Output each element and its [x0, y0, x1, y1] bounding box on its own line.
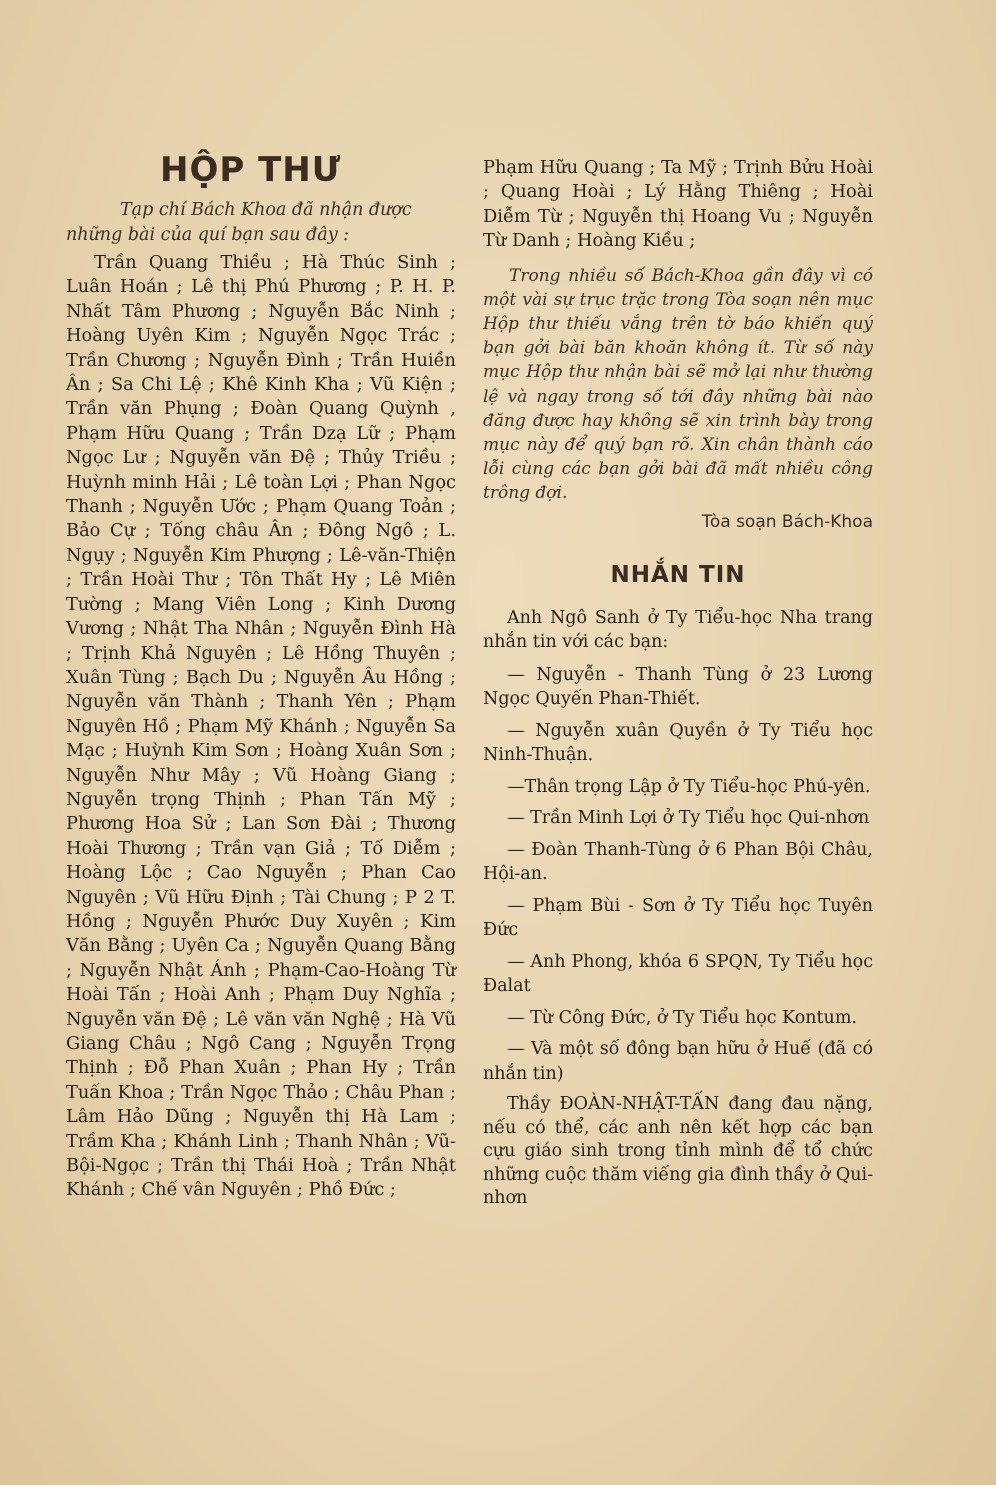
message-item: — Đoàn Thanh-Tùng ở 6 Phan Bội Châu, Hội-an. — [483, 839, 873, 885]
nhan-tin-title: NHẮN TIN — [610, 561, 746, 588]
contributor-names-continued: Phạm Hữu Quang ; Ta Mỹ ; Trịnh Bửu Hoài ; Quang Hoài ; Lý Hằng Thiêng ; Hoài Diễm Từ ; Nguyễn thị Hoang Vu ; Nguyễn Từ Danh ; Hoàng Kiều ; — [483, 157, 873, 252]
message-item: — Từ Công Đức, ở Ty Tiểu học Kontum. — [507, 1007, 857, 1028]
editorial-signature: Tòa soạn Bách-Khoa — [701, 511, 873, 532]
left-column — [66, 150, 456, 1203]
message-item: — Nguyễn xuân Quyền ở Ty Tiểu học Ninh-Thuận. — [483, 720, 873, 766]
editorial-notice: Trong nhiều số Bách-Khoa gần đây vì có một vài sự trục trặc trong Tòa soạn nên mục Hộp thư thiếu vắng trên tờ báo khiến quý bạn gởi bài băn khoăn không ít. Từ số này mục Hộp thư nhận bài sẽ mở lại như thường lệ và ngay trong số tới đây những bài nào đăng được hay không sẽ xin trình bày trong mục này để quý bạn rõ. Xin chân thành cáo lỗi cùng các bạn gởi bài đã mất nhiều công trông đợi. — [483, 265, 873, 504]
message-item: — Và một số đông bạn hữu ở Huế (đã có nhắn tin) — [483, 1039, 873, 1084]
nhan-tin-intro: Anh Ngô Sanh ở Ty Tiểu-học Nha trang nhắn tin với các bạn: — [483, 607, 873, 653]
hop-thu-title: HỘP THƯ — [160, 150, 342, 190]
hop-thu-intro: Tạp chí Bách Khoa đã nhận được những bài của quí bạn sau đây : — [66, 200, 412, 245]
right-column — [483, 156, 873, 1211]
message-item: — Trần Minh Lợi ở Ty Tiểu học Qui-nhơn — [507, 808, 870, 829]
message-item: — Nguyễn - Thanh Tùng ở 23 Lương Ngọc Quyến Phan-Thiết. — [483, 664, 873, 710]
nhan-tin-final-notice: Thầy ĐOÀN-NHẬT-TẤN đang đau nặng, nếu có thể, các anh nên kết hợp các bạn cựu giáo sinh trong tỉnh mình để tổ chức những cuộc thăm viếng gia đình thầy ở Qui-nhơn — [483, 1094, 873, 1209]
message-item: —Thân trọng Lập ở Ty Tiểu-học Phú-yên. — [507, 776, 871, 797]
message-item: — Phạm Bùi - Sơn ở Ty Tiểu học Tuyên Đức — [483, 895, 873, 941]
message-item: — Anh Phong, khóa 6 SPQN, Ty Tiểu học Đalat — [483, 951, 873, 997]
contributor-names: Trần Quang Thiều ; Hà Thúc Sinh ; Luân Hoán ; Lê thị Phú Phương ; P. H. P. Nhất Tâm Phương ; Nguyễn Bắc Ninh ; Hoàng Uyên Kim ; Nguyễn Ngọc Trác ; Trần Chương ; Nguyễn Đình ; Trần Huiền Ân ; Sa Chi Lệ ; Khê Kinh Kha ; Vũ Kiện ; Trần văn Phụng ; Đoàn Quang Quỳnh , Phạm Hữu Quang ; Trần Dzạ Lữ ; Phạm Ngọc Lư ; Nguyễn văn Đệ ; Thủy Triều ; Huỳnh minh Hải ; Lê toàn Lợi ; Phan Ngọc Thanh ; Nguyễn Ước ; Phạm Quang Toản ; Bảo Cự ; Tống châu Ân ; Đông Ngô ; L. Ngụy ; Nguyễn Kim Phượng ; Lê-văn-Thiện ; Trần Hoài Thư ; Tôn Thất Hy ; Lê Miên Tường ; Mang Viên Long ; Kinh Dương Vương ; Nhật Tha Nhân ; Nguyễn Đình Hà ; Trịnh Khả Nguyên ; Lê Hồng Thuyên ; Xuân Tùng ; Bạch Du ; Nguyễn Âu Hồng ; Nguyễn văn Thành ; Thanh Yên ; Phạm Nguyên Hồ ; Phạm Mỹ Khánh ; Nguyễn Sa Mạc ; Huỳnh Kim Sơn ; Hoàng Xuân Sơn ; Nguyễn Như Mây ; Vũ Hoàng Giang ; Nguyễn trọng Thịnh ; Phan Tấn Mỹ ; Phương Hoa Sử ; Lan Sơn Đài ; Thương Hoài Thương ; Trần vạn Giả ; Tố Diễm ; Hoàng Lộc ; Cao Nguyễn ; Phan Cao Nguyên ; Vũ Hữu Định ; Tài Chung ; P 2 T. Hồng ; Nguyễn Phước Duy Xuyên ; Kim Văn Bằng ; Uyên Ca ; Nguyễn Quang Bằng ; Nguyễn Nhật Ánh ; Phạm-Cao-Hoàng Từ Hoài Tấn ; Hoài Anh ; Phạm Duy Nghĩa ; Nguyễn văn Đệ ; Lê văn văn Nghệ ; Hà Vũ Giang Châu ; Ngô Cang ; Nguyễn Trọng Thịnh ; Đỗ Phan Xuân ; Phan Hy ; Trần Tuấn Khoa ; Trần Ngọc Thảo ; Châu Phan ; Lâm Hảo Dũng ; Nguyễn thị Hà Lam ; Trầm Kha ; Khánh Linh ; Thanh Nhân ; Vũ-Bội-Ngọc ; Trần thị Thái Hoà ; Trần Nhật Khánh ; Chế vân Nguyên ; Phồ Đức ; — [66, 252, 456, 1201]
